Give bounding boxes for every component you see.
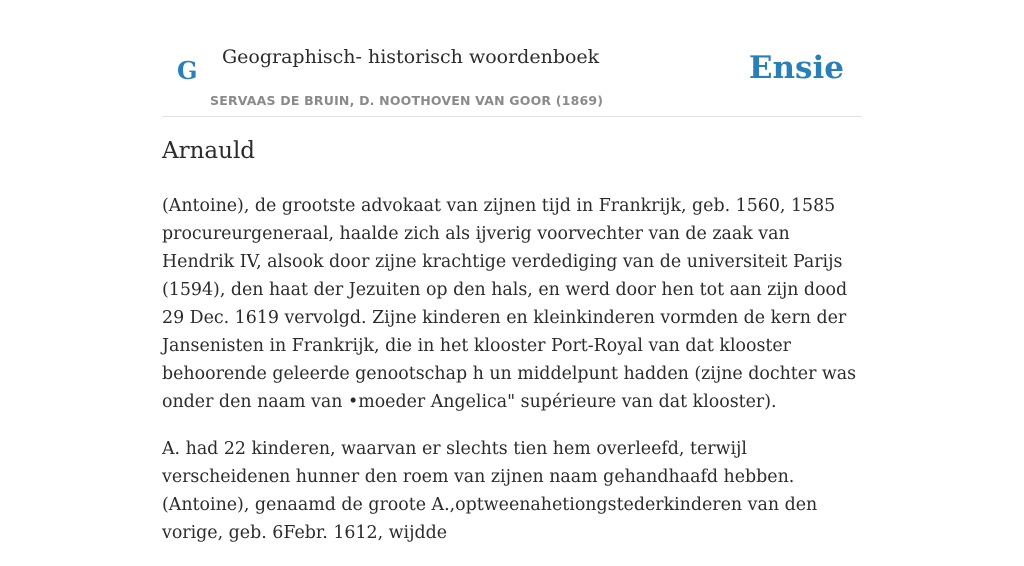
entry-title: Arnauld xyxy=(162,138,256,164)
entry-paragraph: A. had 22 kinderen, waarvan er slechts tien hem overleefd, terwijl verscheidenen hunner den roem van zijnen naam gehandhaafd hebben.(Antoine), genaamd de groote A.,optweenahetiongstederkinderen van den vorige, geb. 6Febr. 1612, wijdde xyxy=(162,439,818,543)
book-letter-icon[interactable]: G xyxy=(177,56,198,85)
entry-paragraph: (Antoine), de grootste advokaat van zijnen tijd in Frankrijk, geb. 1560, 1585 procureurgeneraal, haalde zich als ijverig voorvechter van de zaak van Hendrik IV, alsook door zijne krachtige verdediging van de universiteit Parijs (1594), den haat der Jezuiten op den hals, en werd door hen tot aan zijn dood 29 Dec. 1619 vervolgd. Zijne kinderen en kleinkinderen vormden de kern der Jansenisten in Frankrijk, die in het klooster Port-Royal van dat klooster behoorende geleerde genootschap h un middelpunt hadden (zijne dochter was onder den naam van •moeder Angelica" supérieure van dat klooster). xyxy=(162,196,857,412)
page xyxy=(162,0,862,543)
ensie-logo[interactable]: Ensie xyxy=(748,50,844,86)
entry-body xyxy=(162,192,862,566)
book-title-link[interactable]: Geographisch- historisch woordenboek xyxy=(222,46,600,68)
book-author: SERVAAS DE BRUIN, D. NOOTHOVEN VAN GOOR (1869) xyxy=(210,93,604,108)
book-header xyxy=(162,0,862,117)
